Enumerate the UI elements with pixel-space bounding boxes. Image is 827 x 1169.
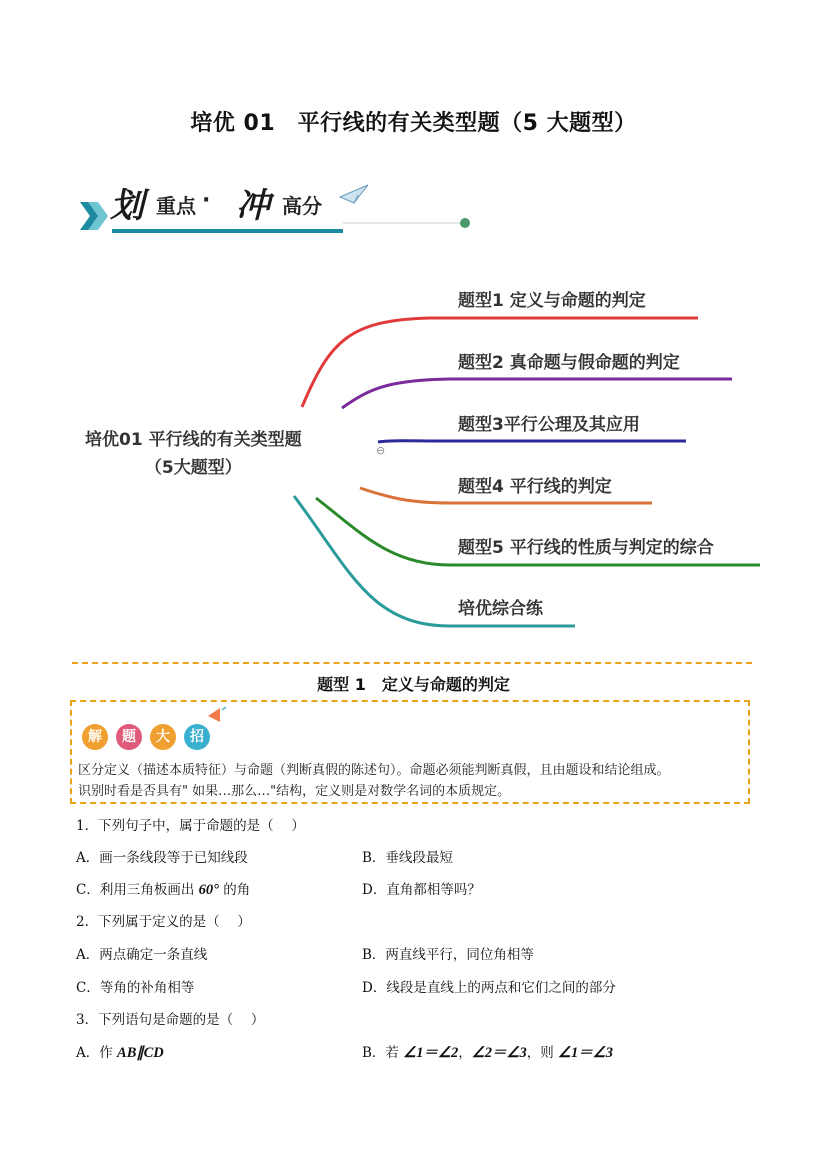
question-1-option-d: D．直角都相等吗？ — [362, 882, 481, 898]
megaphone-icon — [204, 704, 228, 724]
banner-text-score: 高分 — [282, 194, 322, 218]
question-1-option-a: A．画一条线段等于已知线段 — [76, 850, 248, 866]
question-3-option-b — [362, 1041, 613, 1062]
option-a-math: AB∥CD — [117, 1045, 164, 1061]
question-1-stem: 1．下列句子中，属于命题的是（ ） — [76, 818, 305, 834]
branch-line-3 — [378, 441, 686, 442]
question-3-option-a — [76, 1041, 164, 1062]
branch-label-2: 题型2 真命题与假命题的判定 — [458, 353, 680, 373]
tip-badge-3: 大 — [150, 724, 176, 750]
root-line-1: 培优01 平行线的有关类型题 — [85, 430, 302, 450]
tip-box — [70, 700, 750, 804]
branch-line-2 — [342, 379, 732, 408]
tip-badge-4: 招 — [184, 724, 210, 750]
question-1-option-c — [76, 878, 250, 899]
question-2-option-a: A．两点确定一条直线 — [76, 947, 208, 963]
section-heading: 题型 1 定义与命题的判定 — [317, 675, 510, 694]
option-b-sep: ， — [458, 1045, 472, 1061]
mind-map — [70, 270, 770, 640]
paper-plane-icon — [340, 185, 368, 203]
question-3-stem: 3．下列语句是命题的是（ ） — [76, 1012, 265, 1028]
banner-text-focus: 重点 — [156, 194, 196, 218]
section-banner — [78, 178, 478, 238]
root-line-2: （5大题型） — [144, 458, 242, 478]
option-b-prefix: B．若 — [362, 1045, 404, 1061]
question-2-stem: 2．下列属于定义的是（ ） — [76, 914, 251, 930]
question-1-option-b: B．垂线段最短 — [362, 850, 453, 866]
option-b-math-1: ∠1＝∠2 — [403, 1045, 459, 1061]
option-b-math-3: ∠1＝∠3 — [558, 1045, 614, 1061]
tip-line-2: 识别时看是否具有" 如果…那么…"结构，定义则是对数学名词的本质规定。 — [78, 784, 511, 799]
tip-badge-1: 解 — [82, 724, 108, 750]
question-2-option-b: B．两直线平行，同位角相等 — [362, 947, 534, 963]
banner-char-rush: 冲 — [236, 186, 270, 226]
question-2-option-d: D．线段是直线上的两点和它们之间的部分 — [362, 980, 616, 996]
banner-char-plan: 划 — [110, 186, 144, 226]
mind-map-root — [85, 426, 302, 482]
page-title: 培优 01 平行线的有关类型题（5 大题型） — [190, 111, 637, 136]
branch-label-6: 培优综合练 — [458, 599, 543, 619]
question-2-option-c: C．等角的补角相等 — [76, 980, 195, 996]
branch-label-3: 题型3平行公理及其应用 — [458, 415, 640, 435]
option-c-math: 60° — [198, 882, 219, 898]
banner-end-dot — [460, 218, 470, 228]
tip-badge-2: 题 — [116, 724, 142, 750]
option-a-prefix: A．作 — [76, 1045, 118, 1061]
collapse-icon[interactable]: ⊖ — [376, 444, 386, 457]
option-c-suffix: 的角 — [218, 882, 251, 898]
banner-dot: · — [202, 188, 211, 213]
section-divider — [72, 662, 752, 664]
option-c-prefix: C．利用三角板画出 — [76, 882, 199, 898]
branch-label-4: 题型4 平行线的判定 — [458, 477, 612, 497]
option-b-mid: ，则 — [526, 1045, 559, 1061]
tip-text — [78, 760, 744, 802]
tip-line-1: 区分定义（描述本质特征）与命题（判断真假的陈述句）。命题必须能判断真假，且由题设和结论组成。 — [78, 763, 670, 778]
branch-label-5: 题型5 平行线的性质与判定的综合 — [458, 538, 714, 558]
branch-label-1: 题型1 定义与命题的判定 — [458, 291, 646, 311]
option-b-math-2: ∠2＝∠3 — [471, 1045, 527, 1061]
